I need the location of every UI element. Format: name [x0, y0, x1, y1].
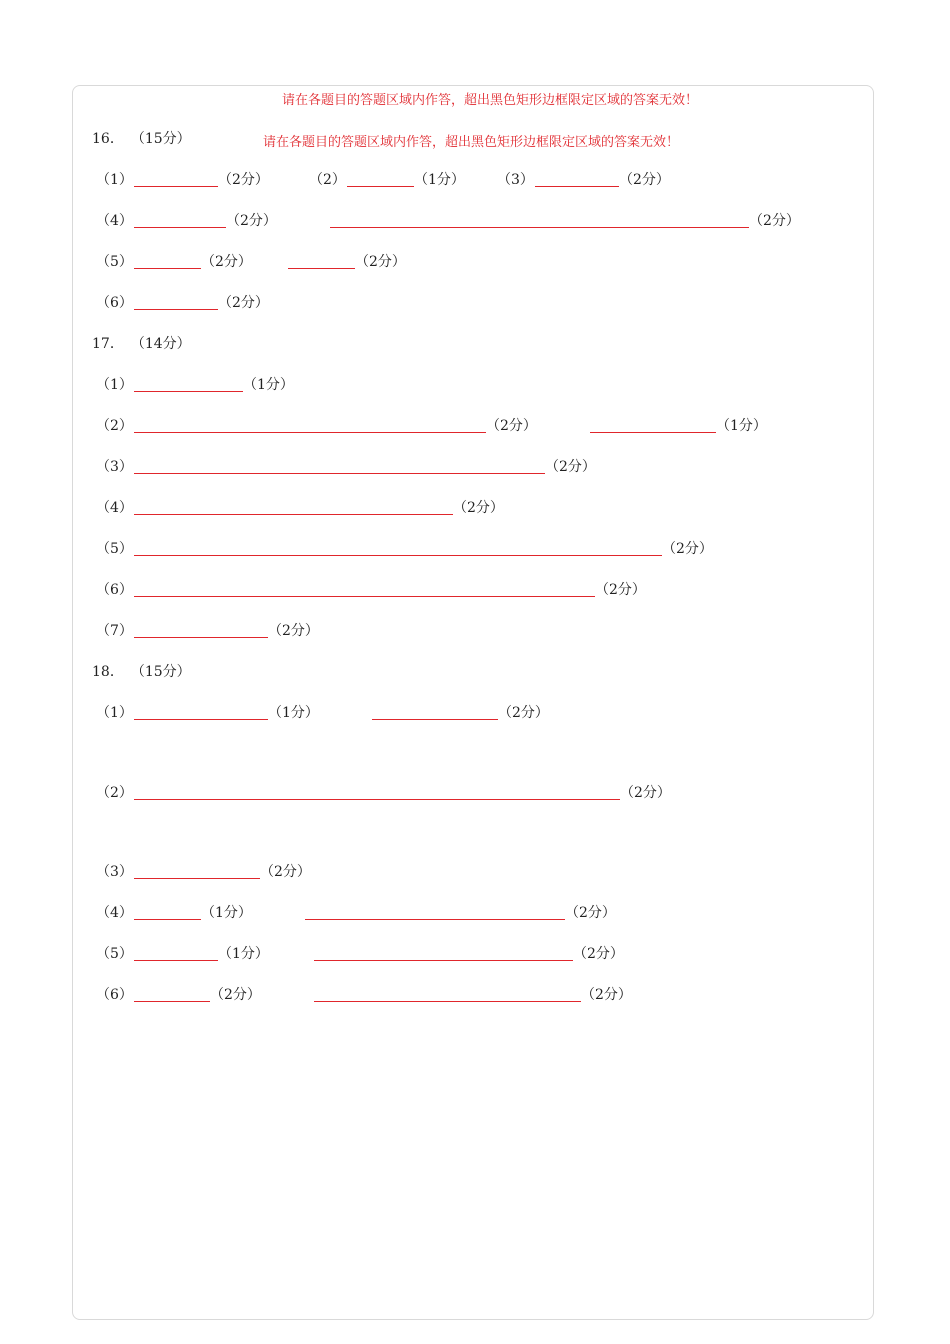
answer-blank[interactable] [535, 186, 619, 187]
part-label: （1） [96, 705, 133, 721]
part-label: （4） [96, 905, 133, 921]
answer-blank[interactable] [134, 960, 218, 961]
part-points: （1分） [201, 905, 252, 921]
part-label: （1） [96, 377, 133, 393]
part-label: （6） [96, 295, 133, 311]
part-points: （2分） [226, 213, 277, 229]
part-points: （2分） [210, 987, 261, 1003]
answer-blank[interactable] [134, 432, 486, 433]
part-label: （2） [309, 172, 346, 188]
part-label: （3） [497, 172, 534, 188]
part-points: （2分） [662, 541, 713, 557]
answer-blank[interactable] [134, 555, 662, 556]
part-label: （6） [96, 582, 133, 598]
answer-blank[interactable] [134, 227, 226, 228]
part-label: （2） [96, 785, 133, 801]
part-points: （2分） [545, 459, 596, 475]
notice-top: 请在各题目的答题区域内作答，超出黑色矩形边框限定区域的答案无效！ [282, 93, 699, 108]
part-points: （2分） [620, 785, 671, 801]
part-label: （1） [96, 172, 133, 188]
answer-blank[interactable] [134, 391, 243, 392]
answer-blank[interactable] [134, 878, 260, 879]
part-points: （2分） [749, 213, 800, 229]
part-points: （2分） [453, 500, 504, 516]
answer-area-frame [72, 85, 874, 1320]
question-number: 17． [92, 336, 124, 352]
part-points: （2分） [218, 295, 269, 311]
part-points: （1分） [716, 418, 767, 434]
answer-blank[interactable] [134, 309, 218, 310]
question-number: 16． [92, 131, 124, 147]
answer-blank[interactable] [134, 719, 268, 720]
part-points: （2分） [201, 254, 252, 270]
answer-blank[interactable] [330, 227, 749, 228]
answer-blank[interactable] [134, 268, 201, 269]
part-points: （2分） [573, 946, 624, 962]
answer-blank[interactable] [134, 1001, 210, 1002]
part-label: （7） [96, 623, 133, 639]
part-points: （2分） [218, 172, 269, 188]
part-points: （1分） [218, 946, 269, 962]
question-score: （14分） [137, 336, 191, 352]
question-17-header [92, 334, 191, 354]
answer-blank[interactable] [590, 432, 716, 433]
answer-blank[interactable] [134, 596, 595, 597]
answer-blank[interactable] [134, 799, 620, 800]
part-points: （2分） [565, 905, 616, 921]
answer-blank[interactable] [134, 637, 268, 638]
part-points: （1分） [268, 705, 319, 721]
question-18-header [92, 662, 191, 682]
part-label: （4） [96, 213, 133, 229]
part-label: （5） [96, 946, 133, 962]
notice-inline: 请在各题目的答题区域内作答，超出黑色矩形边框限定区域的答案无效！ [263, 135, 680, 150]
answer-blank[interactable] [288, 268, 355, 269]
part-points: （2分） [498, 705, 549, 721]
part-label: （4） [96, 500, 133, 516]
part-points: （2分） [581, 987, 632, 1003]
part-points: （2分） [268, 623, 319, 639]
part-label: （3） [96, 864, 133, 880]
part-label: （6） [96, 987, 133, 1003]
part-points: （2分） [260, 864, 311, 880]
part-points: （1分） [243, 377, 294, 393]
answer-blank[interactable] [134, 919, 201, 920]
part-points: （2分） [486, 418, 537, 434]
part-label: （5） [96, 254, 133, 270]
answer-blank[interactable] [134, 514, 453, 515]
answer-blank[interactable] [347, 186, 414, 187]
part-label: （5） [96, 541, 133, 557]
answer-blank[interactable] [314, 960, 573, 961]
part-points: （2分） [595, 582, 646, 598]
part-points: （2分） [355, 254, 406, 270]
question-score: （15分） [137, 664, 191, 680]
question-16-header [92, 129, 191, 149]
part-label: （3） [96, 459, 133, 475]
answer-blank[interactable] [314, 1001, 581, 1002]
answer-blank[interactable] [372, 719, 498, 720]
part-label: （2） [96, 418, 133, 434]
part-points: （1分） [414, 172, 465, 188]
answer-blank[interactable] [134, 186, 218, 187]
part-points: （2分） [619, 172, 670, 188]
question-score: （15分） [137, 131, 191, 147]
answer-blank[interactable] [134, 473, 545, 474]
question-number: 18． [92, 664, 124, 680]
answer-blank[interactable] [305, 919, 565, 920]
